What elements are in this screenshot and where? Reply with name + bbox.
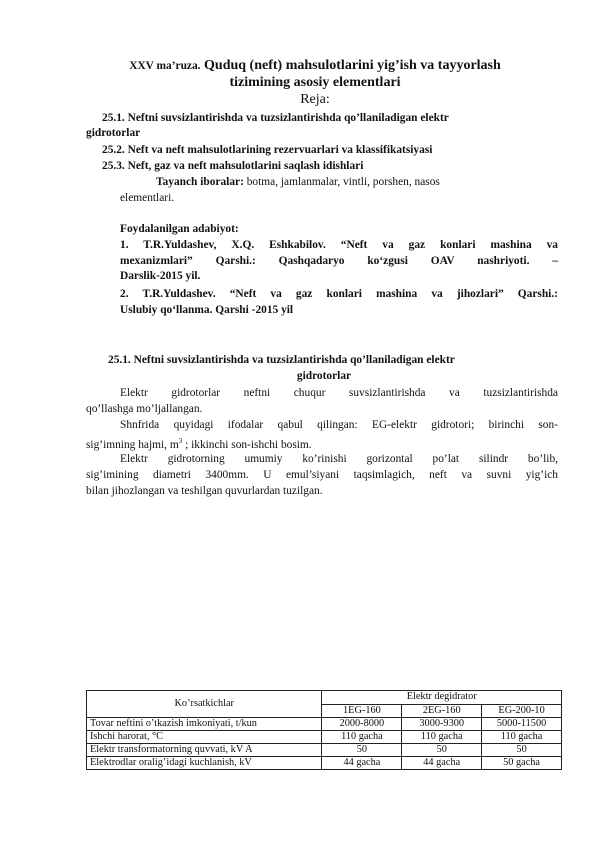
table-cell: 5000-11500 — [482, 718, 562, 731]
paragraph-2-line-1: Shnfrida quyidagi ifodalar qabul qilingan: EG-elektr gidrotori; birinchi son- — [120, 419, 558, 431]
paragraph-1-line-2: qo’llashga mo’ljallangan. — [86, 403, 203, 415]
paragraph-3-line-2: sig’imining diametri 3400mm. U emul’siyani taqsimlagich, neft va suvni yig’ich — [86, 469, 558, 481]
literature-item-2 — [120, 287, 558, 317]
table-cell: 50 — [482, 744, 562, 757]
table-model: 1EG-160 — [322, 704, 402, 718]
table-model: 2EG-160 — [402, 704, 482, 718]
section-heading-line-2: gidrotorlar — [296, 370, 352, 382]
plan-item-2: 25.2. Neft va neft mahsulotlarining rezervuarlari va klassifikatsiyasi — [102, 144, 433, 156]
table-cell: 50 gacha — [482, 757, 562, 770]
table-cell: 110 gacha — [402, 731, 482, 744]
table-model: EG-200-10 — [482, 704, 562, 718]
table-header-param: Ko’rsatkichlar — [87, 691, 322, 718]
lecture-title — [95, 58, 535, 91]
keywords-text-cont: elementlari. — [120, 192, 175, 204]
paragraph-2-line-2 — [86, 434, 312, 452]
table-cell: 44 gacha — [402, 757, 482, 770]
degidrator-specs-table — [86, 690, 562, 770]
table-cell: 2000-8000 — [322, 718, 402, 731]
literature-item-2-line-2: Uslubiy qo‘llanma. Qarshi -2015 yil — [120, 303, 294, 316]
table-cell: 44 gacha — [322, 757, 402, 770]
paragraph-2-text-a: sig’imning hajmi, m — [86, 438, 179, 451]
literature-item-1-line-3: Darslik-2015 yil. — [120, 270, 201, 283]
paragraph-3-line-1: Elektr gidrotorning umumiy ko’rinishi gorizontal po’lat silindr bo’lib, — [120, 453, 558, 465]
keywords-label: Tayanch iboralar: — [156, 176, 244, 188]
table-header-row — [87, 691, 562, 705]
lecture-prefix: XXV ma’ruza. — [129, 60, 201, 72]
paragraph-2-text-b: ; ikkinchi son-ishchi bosim. — [185, 438, 312, 451]
table-header-group: Elektr degidrator — [322, 691, 562, 705]
literature-item-1-line-2: mexanizmlari” Qarshi.: Qashqadaryo ko‘zgusi OAV nashriyoti. – — [120, 254, 558, 267]
table-row-label: Elektrodlar oralig’idagi kuchlanish, kV — [87, 757, 322, 770]
plan-item-1: 25.1. Neftni suvsizlantirishda va tuzsizlantirishda qo’llaniladigan elektr — [102, 112, 449, 124]
plan-item-3: 25.3. Neft, gaz va neft mahsulotlarini saqlash idishlari — [102, 160, 364, 172]
paragraph-3-line-3: bilan jihozlangan va teshilgan quvurlardan tuzilgan. — [86, 485, 323, 497]
table-cell: 50 — [322, 744, 402, 757]
table-row — [87, 718, 562, 731]
title-line-1 — [95, 58, 535, 75]
literature-heading: Foydalanilgan adabiyot: — [120, 223, 239, 235]
table-cell: 110 gacha — [322, 731, 402, 744]
title-line-2: tizimining asosiy elementlari — [229, 74, 401, 90]
keywords-line — [156, 175, 440, 190]
keywords-text: botma, jamlanmalar, vintli, porshen, nasos — [243, 176, 440, 188]
table-row — [87, 757, 562, 770]
paragraph-2-superscript: 3 — [178, 437, 183, 445]
table-row — [87, 744, 562, 757]
table-row — [87, 731, 562, 744]
table-cell: 110 gacha — [482, 731, 562, 744]
table-row-label: Elektr transformatorning quvvati, kV A — [87, 744, 322, 757]
table-cell: 3000-9300 — [402, 718, 482, 731]
table-cell: 50 — [402, 744, 482, 757]
plan-heading: Reja: — [300, 92, 330, 107]
plan-item-1-cont: gidrotorlar — [86, 127, 141, 139]
title-part-1: Quduq (neft) mahsulotlarini yig’ish va tayyorlash — [204, 58, 501, 73]
section-heading-line-1: 25.1. Neftni suvsizlantirishda va tuzsizlantirishda qo’llaniladigan elektr — [108, 354, 455, 366]
literature-item-1-line-1: 1. T.R.Yuldashev, X.Q. Eshkabilov. “Neft va gaz konlari mashina va — [120, 239, 558, 251]
paragraph-1-line-1: Elektr gidrotorlar neftni chuqur suvsizlantirishda va tuzsizlantirishda — [120, 387, 558, 399]
table-row-label: Tovar neftini o’tkazish imkoniyati, t/kun — [87, 718, 322, 731]
literature-item-2-line-1: 2. T.R.Yuldashev. “Neft va gaz konlari mashina va jihozlari” Qarshi.: — [120, 288, 558, 300]
table-row-label: Ishchi harorat, °C — [87, 731, 322, 744]
literature-item-1 — [120, 238, 558, 284]
